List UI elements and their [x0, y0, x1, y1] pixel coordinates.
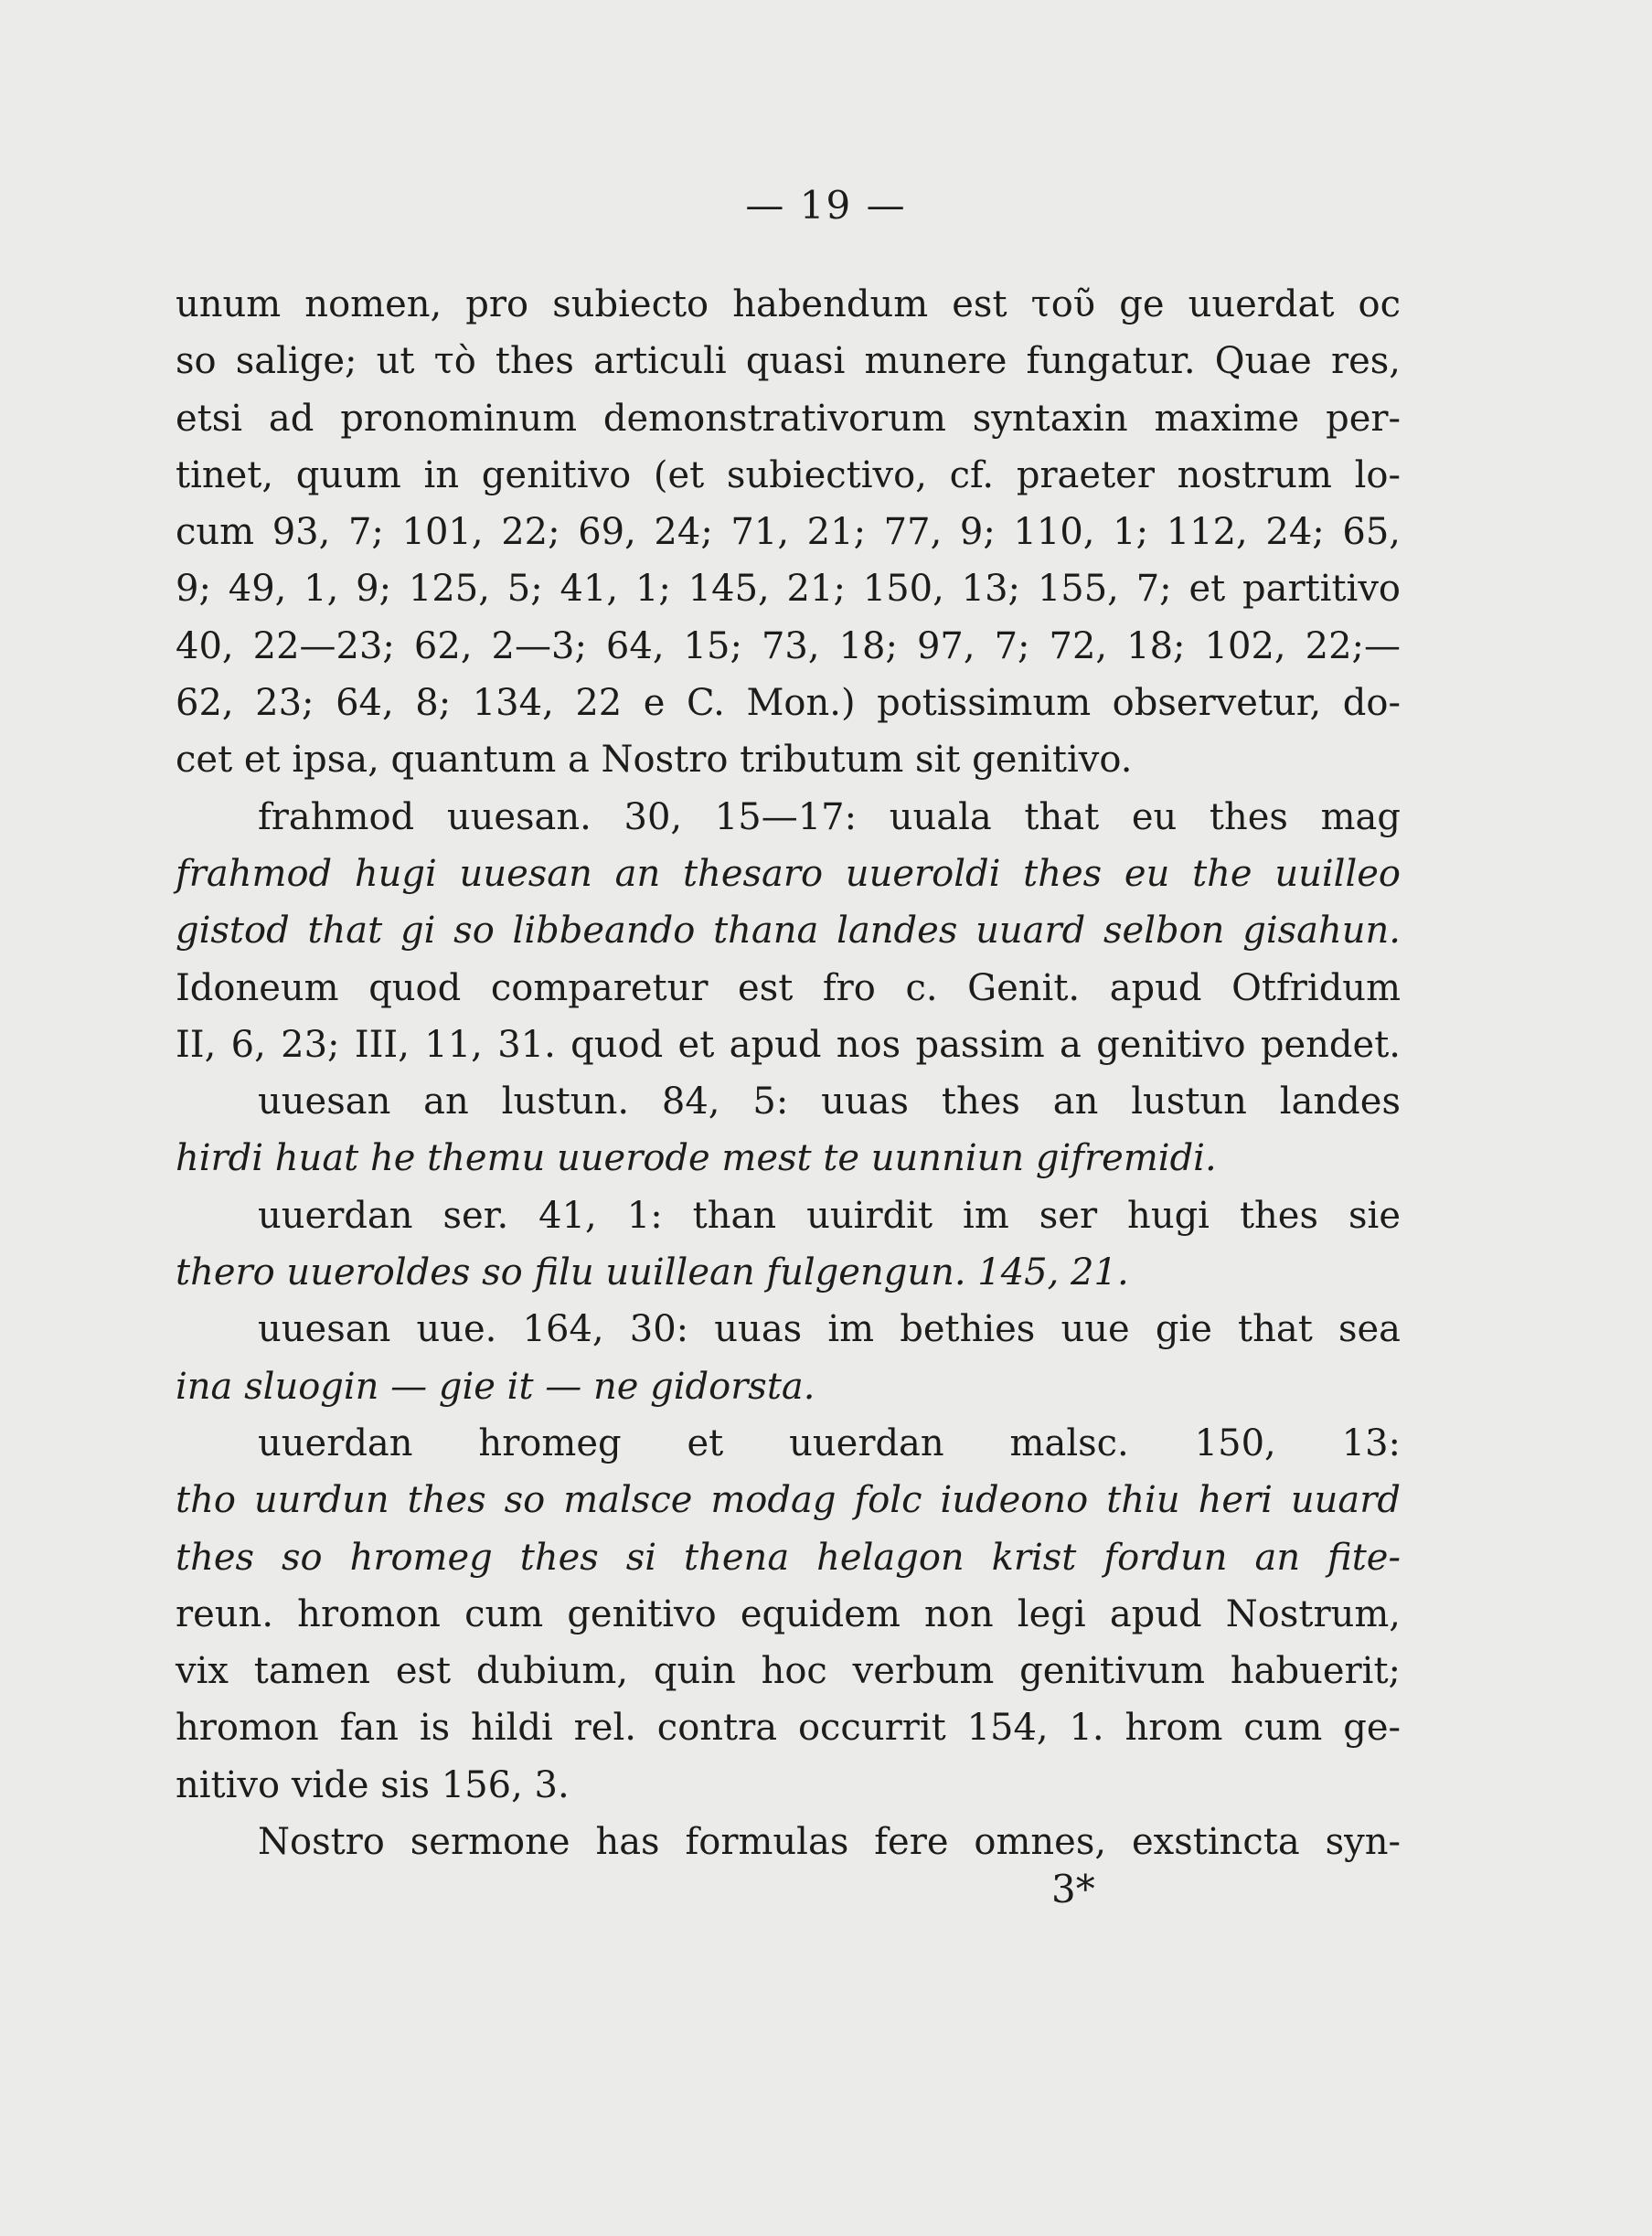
signature-mark: 3*	[1051, 1867, 1095, 1911]
text-line: ina sluogin — gie it — ne gidorsta.	[176, 1365, 815, 1408]
text-line: unum nomen, pro subiecto habendum est τοῦ ge uuerdat oc	[176, 283, 1401, 325]
text-line: so salige; ut τὸ thes articuli quasi munere fungatur. Quae res,	[176, 340, 1401, 383]
text-line: uuerdan ser. 41, 1: than uuirdit im ser hugi thes sie	[258, 1194, 1401, 1237]
text-line: 40, 22—23; 62, 2—3; 64, 15; 73, 18; 97, 7; 72, 18; 102, 22;—	[176, 624, 1401, 667]
text-line: etsi ad pronominum demonstrativorum syntaxin maxime per-	[176, 397, 1401, 440]
text-line: hirdi huat he themu uuerode mest te uunniun gifremidi.	[176, 1137, 1217, 1180]
text-line: cet et ipsa, quantum a Nostro tributum sit genitivo.	[176, 739, 1133, 782]
text-line: 62, 23; 64, 8; 134, 22 e C. Mon.) potissimum observetur, do-	[176, 682, 1401, 725]
text-line: reun. hromon cum genitivo equidem non legi apud Nostrum,	[176, 1592, 1401, 1635]
text-line: thes so hromeg thes si thena helagon krist fordun an fite-	[176, 1536, 1401, 1579]
text-line: tho uurdun thes so malsce modag folc iudeono thiu heri uuard	[176, 1479, 1401, 1522]
text-line: thero uueroldes so filu uuillean fulgengun. 145, 21.	[176, 1251, 1129, 1294]
text-line: gistod that gi so libbeando thana landes uuard selbon gisahun.	[176, 910, 1401, 953]
text-line: tinet, quum in genitivo (et subiectivo, cf. praeter nostrum lo-	[176, 453, 1401, 496]
page-number: — 19 —	[745, 183, 907, 228]
text-line: uuerdan hromeg et uuerdan malsc. 150, 13:	[258, 1421, 1401, 1464]
body-text	[176, 276, 1401, 1870]
text-line: hromon fan is hildi rel. contra occurrit 154, 1. hrom cum ge-	[176, 1707, 1401, 1750]
text-line: frahmod hugi uuesan an thesaro uueroldi thes eu the uuilleo	[176, 852, 1401, 895]
text-line: uuesan an lustun. 84, 5: uuas thes an lustun landes	[258, 1081, 1401, 1123]
text-line: Idoneum quod comparetur est fro c. Genit. apud Otfridum	[176, 966, 1401, 1009]
text-line: vix tamen est dubium, quin hoc verbum genitivum habuerit;	[176, 1650, 1401, 1693]
text-line: cum 93, 7; 101, 22; 69, 24; 71, 21; 77, 9; 110, 1; 112, 24; 65,	[176, 511, 1401, 554]
text-line: 9; 49, 1, 9; 125, 5; 41, 1; 145, 21; 150, 13; 155, 7; et partitivo	[176, 568, 1401, 611]
text-line: II, 6, 23; III, 11, 31. quod et apud nos passim a genitivo pendet.	[176, 1023, 1401, 1066]
text-line: uuesan uue. 164, 30: uuas im bethies uue gie that sea	[258, 1308, 1401, 1351]
text-line: Nostro sermone has formulas fere omnes, exstincta syn-	[258, 1821, 1401, 1864]
text-line: nitivo vide sis 156, 3.	[176, 1763, 570, 1806]
text-line: frahmod uuesan. 30, 15—17: uuala that eu thes mag	[258, 795, 1401, 838]
